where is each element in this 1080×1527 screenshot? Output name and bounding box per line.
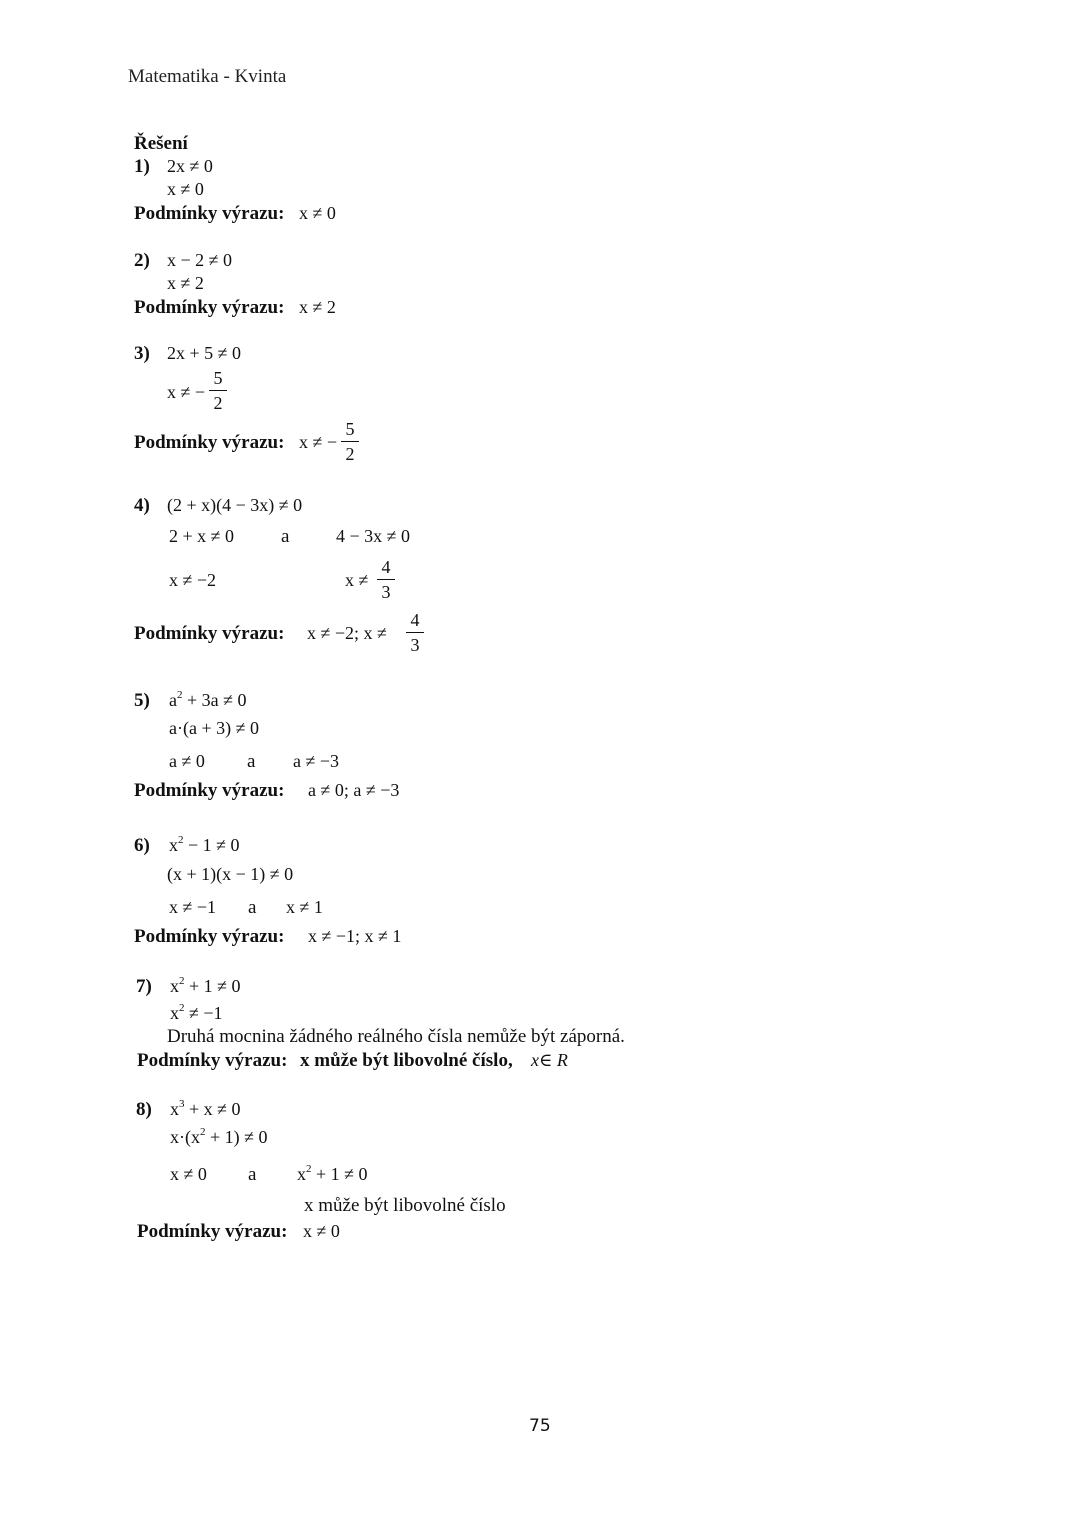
condition-label: Podmínky výrazu: bbox=[134, 203, 285, 224]
condition-text: x může být libovolné číslo, bbox=[300, 1050, 513, 1071]
condition-value: x∈ R bbox=[531, 1050, 568, 1070]
problem-number: 5) bbox=[134, 690, 150, 711]
math-step bbox=[170, 1128, 268, 1146]
math-step: x ≠ 0 bbox=[167, 179, 204, 199]
expression: + 1 ≠ 0 bbox=[311, 1164, 368, 1184]
exponent: 2 bbox=[177, 689, 183, 701]
condition-value: x ≠ − bbox=[299, 432, 338, 452]
fraction-numerator: 5 bbox=[213, 368, 223, 388]
problem-number: 6) bbox=[134, 835, 150, 856]
math-step: x ≠ −1 bbox=[169, 897, 217, 917]
exponent: 2 bbox=[179, 1002, 185, 1014]
expression: x·(x bbox=[170, 1127, 200, 1147]
problem-number: 1) bbox=[134, 156, 150, 177]
expression: − 1 ≠ 0 bbox=[183, 835, 240, 855]
section-heading: Řešení bbox=[134, 133, 188, 154]
math-step: x ≠ 2 bbox=[167, 273, 204, 293]
exponent: 2 bbox=[179, 975, 185, 987]
explanation-note: Druhá mocnina žádného reálného čísla nemůže být záporná. bbox=[167, 1026, 625, 1047]
condition-label: Podmínky výrazu: bbox=[134, 926, 285, 947]
math-step: x ≠ bbox=[345, 570, 369, 590]
condition-value: x ≠ −1; x ≠ 1 bbox=[308, 926, 402, 946]
problem-number: 2) bbox=[134, 250, 150, 271]
fraction bbox=[406, 611, 424, 654]
math-step: 4 − 3x ≠ 0 bbox=[336, 526, 411, 546]
math-step: x ≠ −2 bbox=[169, 570, 217, 590]
fraction bbox=[209, 369, 227, 412]
math-step: 2x ≠ 0 bbox=[167, 156, 213, 176]
math-step: x ≠ − bbox=[167, 382, 206, 402]
exponent: 3 bbox=[179, 1098, 185, 1110]
variable: a bbox=[169, 690, 177, 710]
variable: x bbox=[170, 1003, 179, 1023]
condition-value: x ≠ 0 bbox=[303, 1221, 340, 1241]
and-word: a bbox=[281, 526, 290, 547]
condition-value: x ≠ −2; x ≠ bbox=[307, 623, 387, 643]
expression: + 1 ≠ 0 bbox=[184, 976, 241, 996]
condition-label: Podmínky výrazu: bbox=[134, 432, 285, 453]
math-step bbox=[297, 1165, 368, 1183]
and-word: a bbox=[247, 751, 256, 772]
fraction-numerator: 4 bbox=[381, 557, 391, 577]
variable: x bbox=[297, 1164, 306, 1184]
condition-value: a ≠ 0; a ≠ −3 bbox=[308, 780, 400, 800]
expression: + x ≠ 0 bbox=[184, 1099, 241, 1119]
math-step: a·(a + 3) ≠ 0 bbox=[169, 718, 259, 738]
problem-number: 7) bbox=[136, 976, 152, 997]
and-word: a bbox=[248, 1164, 257, 1185]
math-step bbox=[170, 1004, 223, 1022]
math-step bbox=[170, 1100, 241, 1118]
variable: x bbox=[170, 976, 179, 996]
exponent: 2 bbox=[306, 1163, 312, 1175]
fraction bbox=[341, 420, 359, 463]
page-header: Matematika - Kvinta bbox=[128, 66, 287, 87]
fraction-denominator: 2 bbox=[213, 393, 223, 413]
expression: + 1) ≠ 0 bbox=[205, 1127, 268, 1147]
math-step bbox=[170, 977, 241, 995]
math-step: x ≠ 0 bbox=[170, 1164, 207, 1184]
expression: + 3a ≠ 0 bbox=[182, 690, 247, 710]
math-step: 2 + x ≠ 0 bbox=[169, 526, 235, 546]
exponent: 2 bbox=[178, 834, 184, 846]
fraction-denominator: 3 bbox=[381, 582, 391, 602]
fraction-numerator: 4 bbox=[410, 610, 420, 630]
expression: ≠ −1 bbox=[184, 1003, 223, 1023]
math-step: 2x + 5 ≠ 0 bbox=[167, 343, 242, 363]
condition-label: Podmínky výrazu: bbox=[134, 623, 285, 644]
condition-value: x ≠ 2 bbox=[299, 297, 336, 317]
math-step: x − 2 ≠ 0 bbox=[167, 250, 233, 270]
exponent: 2 bbox=[200, 1126, 206, 1138]
math-step: a ≠ −3 bbox=[293, 751, 340, 771]
problem-number: 4) bbox=[134, 495, 150, 516]
math-step: x ≠ 1 bbox=[286, 897, 323, 917]
fraction-denominator: 2 bbox=[345, 444, 355, 464]
math-step bbox=[169, 836, 240, 854]
math-step: (2 + x)(4 − 3x) ≠ 0 bbox=[167, 495, 303, 515]
condition-label: Podmínky výrazu: bbox=[134, 780, 285, 801]
condition-label: Podmínky výrazu: bbox=[137, 1221, 288, 1242]
fraction-denominator: 3 bbox=[410, 635, 420, 655]
condition-label: Podmínky výrazu: bbox=[134, 297, 285, 318]
fraction-numerator: 5 bbox=[345, 419, 355, 439]
problem-number: 3) bbox=[134, 343, 150, 364]
variable: x bbox=[169, 835, 178, 855]
condition-value: x ≠ 0 bbox=[299, 203, 336, 223]
problem-number: 8) bbox=[136, 1099, 152, 1120]
math-step bbox=[169, 691, 247, 709]
condition-label: Podmínky výrazu: bbox=[137, 1050, 288, 1071]
page-number: 75 bbox=[529, 1416, 551, 1436]
and-word: a bbox=[248, 897, 257, 918]
explanation-note: x může být libovolné číslo bbox=[304, 1195, 506, 1216]
variable: x bbox=[170, 1099, 179, 1119]
fraction bbox=[377, 558, 395, 601]
math-step: a ≠ 0 bbox=[169, 751, 205, 771]
math-step: (x + 1)(x − 1) ≠ 0 bbox=[167, 864, 294, 884]
